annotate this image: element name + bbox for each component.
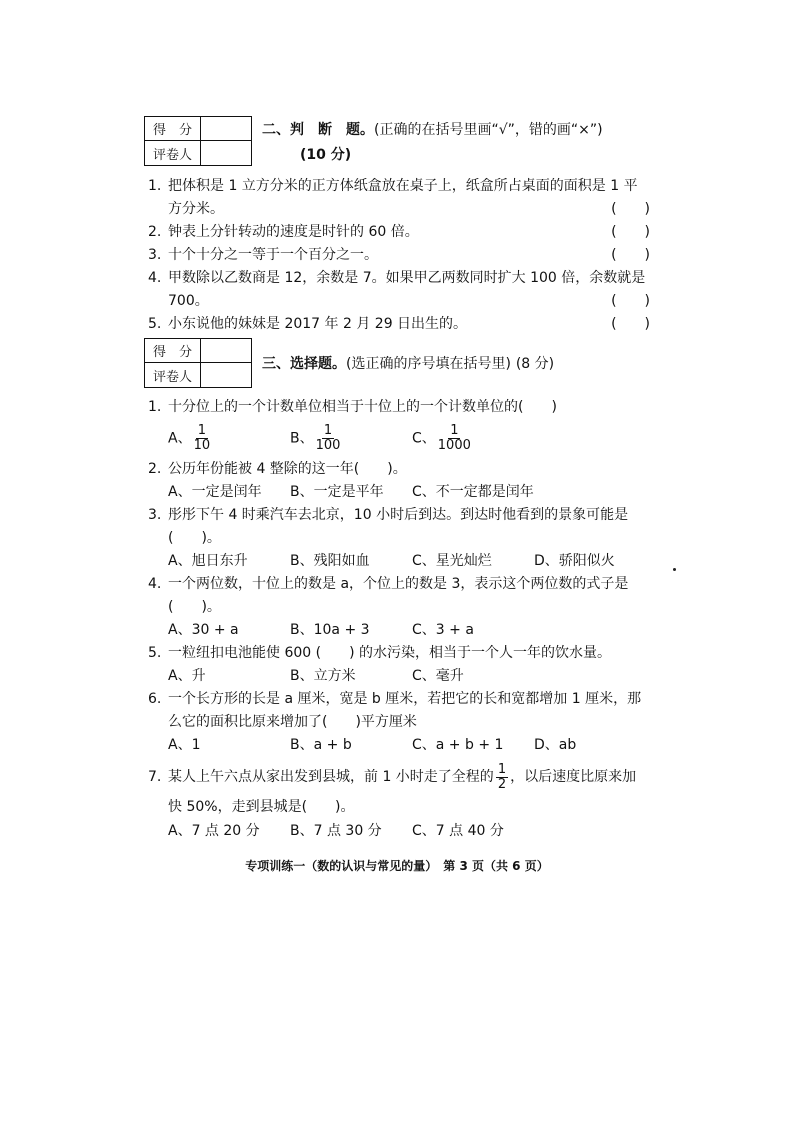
denominator: 1000: [437, 438, 471, 453]
item-text: 把体积是 1 立方分米的正方体纸盒放在桌子上，纸盒所占桌面的面积是 1 平: [168, 178, 638, 194]
item-number: 6.: [148, 691, 162, 707]
score-label: 得 分: [145, 339, 201, 363]
option-a[interactable]: A、30 + a: [168, 622, 239, 638]
option-c[interactable]: [412, 424, 473, 453]
option-c[interactable]: C、3 + a: [412, 622, 474, 638]
option-b[interactable]: [290, 424, 342, 453]
denominator: 100: [315, 438, 341, 453]
score-box: [144, 338, 252, 388]
answer-bracket[interactable]: ( ): [611, 316, 650, 332]
item-number: 3.: [148, 247, 162, 263]
option-a[interactable]: A、旭日东升: [168, 553, 248, 569]
item-continuation: 么它的面积比原来增加了( )平方厘米: [168, 714, 417, 730]
numerator: 1: [497, 761, 507, 777]
score-box: [144, 116, 252, 166]
item-text: 某人上午六点从家出发到县城，前 1 小时走了全程的: [168, 769, 494, 785]
option-b[interactable]: B、一定是平年: [290, 484, 384, 500]
item-number: 5.: [148, 645, 162, 661]
item-text: 十个十分之一等于一个百分之一。: [168, 247, 378, 263]
option-d[interactable]: D、骄阳似火: [534, 553, 615, 569]
section3-heading: 三、选择题。: [262, 356, 346, 372]
grader-value-cell: [201, 141, 251, 165]
judge-item-1: [148, 175, 650, 221]
fraction: [316, 424, 341, 453]
grader-label: 评卷人: [145, 363, 201, 387]
item-number: 1.: [148, 178, 162, 194]
score-label: 得 分: [145, 117, 201, 141]
option-a[interactable]: A、1: [168, 737, 201, 753]
item-number: 7.: [148, 769, 162, 785]
item-continuation: 700。: [168, 293, 209, 309]
item-text: 钟表上分针转动的速度是时针的 60 倍。: [168, 224, 419, 240]
choice-question-5: [148, 642, 650, 665]
score-value-cell: [201, 117, 251, 141]
section3-title: [262, 352, 554, 376]
numerator: 1: [197, 423, 206, 438]
option-c[interactable]: C、星光灿烂: [412, 553, 492, 569]
option-b[interactable]: B、10a + 3: [290, 622, 370, 638]
item-number: 1.: [148, 399, 162, 415]
option-d[interactable]: D、ab: [534, 737, 577, 753]
fraction: [496, 763, 508, 792]
option-a[interactable]: [168, 424, 212, 453]
grader-label: 评卷人: [145, 141, 201, 165]
option-b[interactable]: B、7 点 30 分: [290, 823, 382, 839]
denominator: 2: [497, 776, 507, 792]
option-c[interactable]: C、7 点 40 分: [412, 823, 504, 839]
section2-title: [262, 118, 603, 142]
numerator: 1: [450, 423, 459, 438]
answer-bracket[interactable]: ( ): [611, 293, 650, 309]
item-number: 4.: [148, 576, 162, 592]
denominator: 10: [193, 438, 211, 453]
option-a[interactable]: A、7 点 20 分: [168, 823, 260, 839]
item-text: 十分位上的一个计数单位相当于十位上的一个计数单位的( ): [168, 399, 557, 415]
item-number: 2.: [148, 461, 162, 477]
option-label: B、: [290, 430, 314, 447]
option-b[interactable]: B、a + b: [290, 737, 352, 753]
option-c[interactable]: C、毫升: [412, 668, 464, 684]
option-a[interactable]: A、升: [168, 668, 206, 684]
item-number: 3.: [148, 507, 162, 523]
item-number: 5.: [148, 316, 162, 332]
option-b[interactable]: B、立方米: [290, 668, 356, 684]
numerator: 1: [323, 423, 333, 438]
item-number: 2.: [148, 224, 162, 240]
section3-instruction: (选正确的序号填在括号里): [346, 356, 511, 372]
item-text: 公历年份能被 4 整除的这一年( )。: [168, 461, 407, 477]
item-text: 一个两位数，十位上的数是 a，个位上的数是 3，表示这个两位数的式子是: [168, 576, 629, 592]
choice-question-3: [148, 504, 650, 550]
section3-points: (8 分): [515, 356, 555, 372]
judge-item-3: [148, 244, 650, 267]
score-value-cell: [201, 339, 251, 363]
answer-bracket[interactable]: ( ): [611, 201, 650, 217]
item-continuation: ( )。: [168, 530, 221, 546]
item-text: 一个长方形的长是 a 厘米，宽是 b 厘米，若把它的长和宽都增加 1 厘米，那: [168, 691, 642, 707]
choice-question-6: [148, 688, 650, 734]
item-text: 小东说他的妹妹是 2017 年 2 月 29 日出生的。: [168, 316, 468, 332]
fraction: [438, 424, 471, 453]
section2-heading: 二、判 断 题。: [262, 122, 374, 138]
scan-speck: [673, 568, 676, 571]
answer-bracket[interactable]: ( ): [611, 247, 650, 263]
option-c[interactable]: C、a + b + 1: [412, 737, 504, 753]
page-footer: 专项训练一（数的认识与常见的量） 第 3 页（共 6 页）: [245, 859, 549, 873]
item-text-after: ，以后速度比原来加: [510, 769, 637, 785]
choice-question-4: [148, 573, 650, 619]
choice-question-2: [148, 458, 650, 481]
item-text: 甲数除以乙数商是 12，余数是 7。如果甲乙两数同时扩大 100 倍，余数就是: [168, 270, 646, 286]
grader-value-cell: [201, 363, 251, 387]
item-text: 彤彤下午 4 时乘汽车去北京，10 小时后到达。到达时他看到的景象可能是: [168, 507, 629, 523]
choice-question-7: [148, 762, 650, 822]
option-label: A、: [168, 430, 192, 447]
judge-item-2: [148, 221, 650, 244]
item-continuation: 方分米。: [168, 201, 224, 217]
answer-bracket[interactable]: ( ): [611, 224, 650, 240]
item-continuation: ( )。: [168, 599, 221, 615]
judge-item-5: [148, 313, 650, 336]
judge-item-4: [148, 267, 650, 313]
option-c[interactable]: C、不一定都是闰年: [412, 484, 534, 500]
item-continuation: 快 50%，走到县城是( )。: [168, 799, 355, 815]
option-a[interactable]: A、一定是闰年: [168, 484, 262, 500]
option-label: C、: [412, 430, 436, 447]
item-text: 一粒纽扣电池能使 600 ( ) 的水污染，相当于一个人一年的饮水量。: [168, 645, 611, 661]
section2-instruction: (正确的在括号里画“√”，错的画“×”): [374, 122, 603, 138]
item-number: 4.: [148, 270, 162, 286]
fraction: [194, 424, 211, 453]
option-b[interactable]: B、残阳如血: [290, 553, 370, 569]
section2-points: (10 分): [300, 147, 352, 163]
choice-question-1: [148, 396, 650, 419]
